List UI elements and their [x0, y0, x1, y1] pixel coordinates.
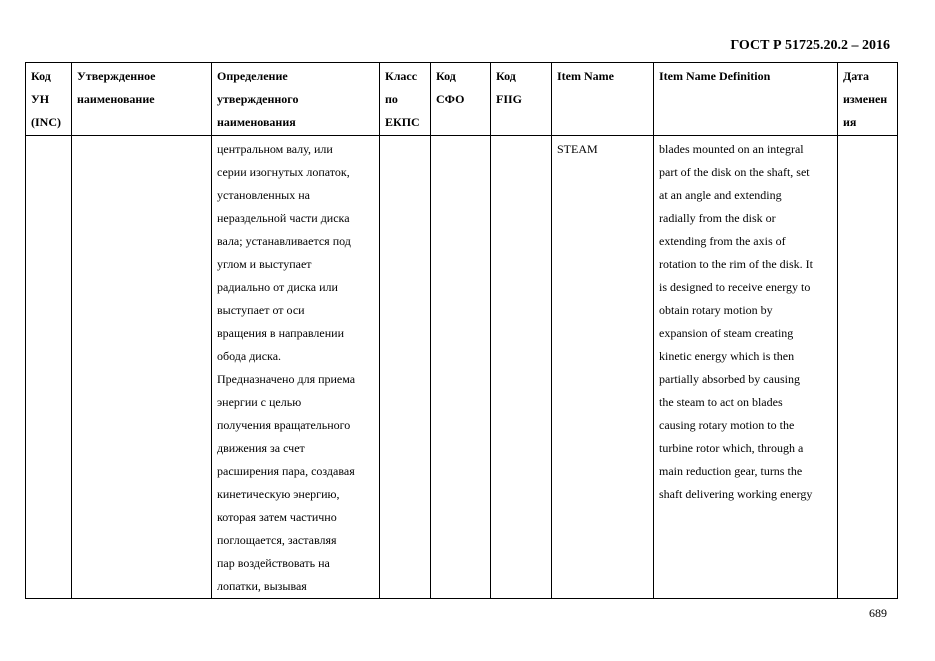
cell-text-line: kinetic energy which is then: [659, 349, 795, 363]
cell-text-line: ЕКПС: [385, 115, 420, 129]
cell-item-name: [552, 136, 654, 599]
cell-text-line: is designed to receive energy to: [659, 280, 811, 294]
header-inc-code: [26, 63, 72, 136]
cell-text-line: turbine rotor which, through a: [659, 441, 804, 455]
cell-text-line: Код: [436, 69, 456, 83]
cell-text-line: STEAM: [557, 142, 598, 156]
cell-text-line: at an angle and extending: [659, 188, 782, 202]
cell-fiig-code: [491, 136, 552, 599]
cell-text-line: углом и выступает: [217, 257, 312, 271]
cell-text-line: Дата: [843, 69, 869, 83]
header-ekps-class: [380, 63, 431, 136]
cell-text-line: (INC): [31, 115, 61, 129]
cell-text-line: УН: [31, 92, 50, 106]
table-header-row: [26, 63, 898, 136]
cell-text-line: выступает от оси: [217, 303, 305, 317]
header-approved-name: [72, 63, 212, 136]
cell-text-line: obtain rotary motion by: [659, 303, 773, 317]
header-change-date: [838, 63, 898, 136]
cell-text-line: Класс: [385, 69, 418, 83]
cell-text-line: установленных на: [217, 188, 310, 202]
cell-text-line: утвержденного: [217, 92, 299, 106]
header-sfo-code: [431, 63, 491, 136]
cell-approved-name: [72, 136, 212, 599]
cell-text-line: Утвержденное: [77, 69, 156, 83]
cell-text-line: Код: [496, 69, 516, 83]
table-row: [26, 136, 898, 599]
cell-text-line: shaft delivering working energy: [659, 487, 813, 501]
cell-ekps-class: [380, 136, 431, 599]
document-standard-label: ГОСТ Р 51725.20.2 – 2016: [730, 38, 890, 53]
cell-text-line: extending from the axis of: [659, 234, 786, 248]
cell-text-line: вращения в направлении: [217, 326, 345, 340]
header-item-name-definition: [654, 63, 838, 136]
cell-text-line: expansion of steam creating: [659, 326, 794, 340]
cell-text-line: СФО: [436, 92, 465, 106]
cell-definition-ru: [212, 136, 380, 599]
page-number: 689: [869, 606, 887, 620]
cell-text-line: blades mounted on an integral: [659, 142, 804, 156]
cell-text-line: пар воздействовать на: [217, 556, 330, 570]
cell-text-line: поглощается, заставляя: [217, 533, 337, 547]
cell-text-line: radially from the disk or: [659, 211, 776, 225]
cell-text-line: Предназначено для приема: [217, 372, 356, 386]
cell-text-line: радиально от диска или: [217, 280, 338, 294]
header-item-name: [552, 63, 654, 136]
cell-change-date: [838, 136, 898, 599]
cell-text-line: Код: [31, 69, 51, 83]
cell-item-name-definition: [654, 136, 838, 599]
cell-inc-code: [26, 136, 72, 599]
cell-text-line: обода диска.: [217, 349, 282, 363]
cell-text-line: энергии с целью: [217, 395, 302, 409]
cell-text-line: которая затем частично: [217, 510, 337, 524]
cell-text-line: partially absorbed by causing: [659, 372, 800, 386]
cell-text-line: Определение: [217, 69, 288, 83]
cell-text-line: Item Name: [557, 69, 614, 83]
cell-text-line: движения за счет: [217, 441, 305, 455]
cell-text-line: по: [385, 92, 398, 106]
cell-text-line: ия: [843, 115, 857, 129]
cell-text-line: центральном валу, или: [217, 142, 333, 156]
cell-sfo-code: [431, 136, 491, 599]
cell-text-line: расширения пара, создавая: [217, 464, 355, 478]
cell-text-line: part of the disk on the shaft, set: [659, 165, 810, 179]
cell-text-line: the steam to act on blades: [659, 395, 783, 409]
cell-text-line: наименования: [217, 115, 296, 129]
cell-text-line: кинетическую энергию,: [217, 487, 340, 501]
cell-text-line: нераздельной части диска: [217, 211, 350, 225]
cell-text-line: rotation to the rim of the disk. It: [659, 257, 813, 271]
header-approved-name-definition: [212, 63, 380, 136]
cell-text-line: наименование: [77, 92, 155, 106]
cell-text-line: серии изогнутых лопаток,: [217, 165, 350, 179]
cell-text-line: лопатки, вызывая: [217, 579, 307, 593]
cell-text-line: FIIG: [496, 92, 523, 106]
cell-text-line: Item Name Definition: [659, 69, 771, 83]
cell-text-line: вала; устанавливается под: [217, 234, 351, 248]
cell-text-line: causing rotary motion to the: [659, 418, 795, 432]
cell-text-line: main reduction gear, turns the: [659, 464, 803, 478]
cell-text-line: изменен: [843, 92, 888, 106]
cell-text-line: получения вращательного: [217, 418, 351, 432]
header-fiig-code: [491, 63, 552, 136]
item-name-table: [25, 62, 898, 599]
